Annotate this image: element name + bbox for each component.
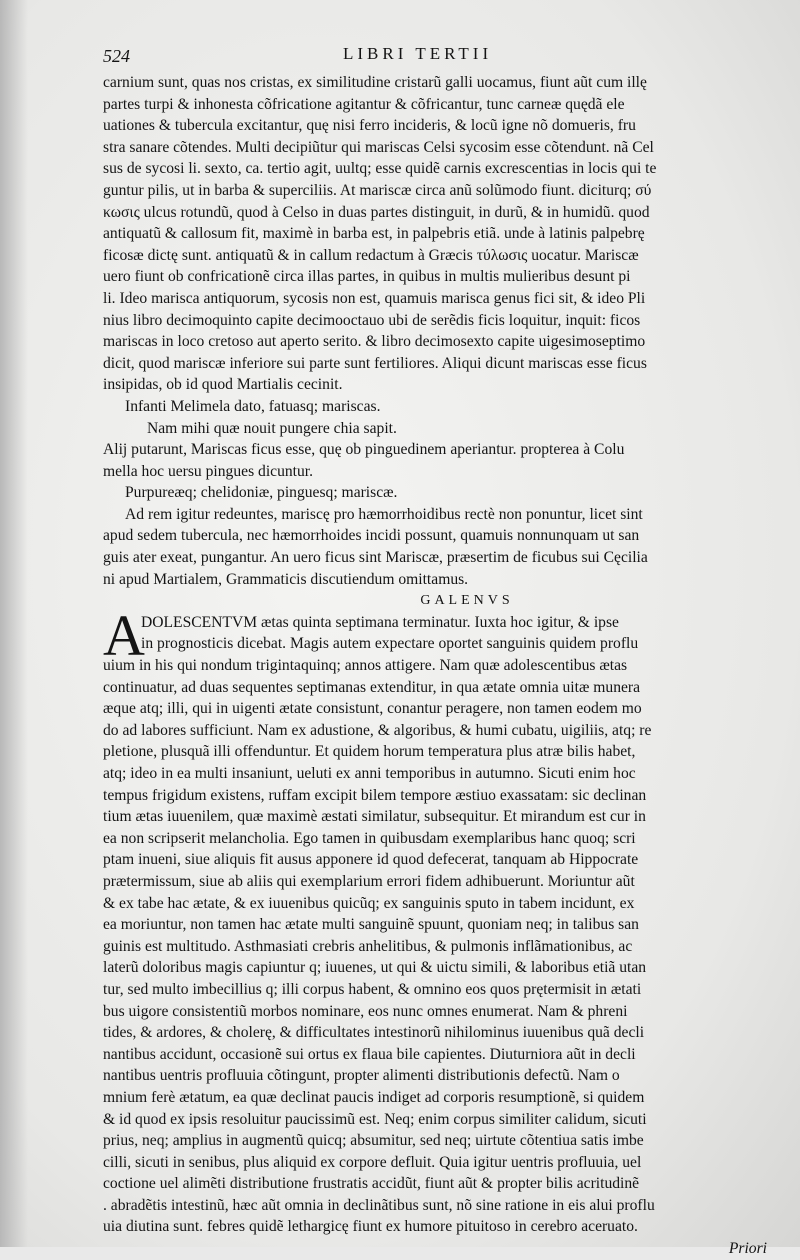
text-line: laterũ doloribus magis capiuntur q; iuuenes, ut qui & uictu simili, & laboribus etiã utan (103, 959, 647, 977)
verse-line: Infanti Melimela dato, fatuasq; mariscas. (125, 397, 381, 415)
text-line: prius, neq; amplius in augmentũ quicq; absumitur, sed neq; uirtute cõtentiua satis imbe (103, 1132, 644, 1150)
text-line: sus de sycosi li. sexto, ca. tertio agit, uultq; esse quidẽ carnis excrescentias in locis qui te (103, 160, 657, 178)
commentary-paragraph-2 (103, 439, 771, 482)
text-line: mella hoc uersu pingues dicuntur. (103, 462, 314, 480)
text-line: DOLESCENTVM ætas quinta septimana terminatur. Iuxta hoc igitur, & ipse (141, 613, 619, 631)
verse-line: Nam mihi quæ nouit pungere chia sapit. (147, 419, 397, 437)
text-line: Alij putarunt, Mariscas ficus esse, quę ob pinguedinem aperiantur. propterea à Colu (103, 441, 625, 459)
text-line: uero fiunt ob confricationẽ circa illas partes, in quibus in multis mulieribus desunt pi (103, 268, 631, 286)
text-line: continuatur, ad duas sequentes septimanas extenditur, in qua ætate omnia uitæ munera (103, 678, 641, 696)
text-line: tium ætas iuuenilem, quæ maximè æstati similatur, subsequitur. Et mirandum est cur in (103, 808, 646, 826)
text-line: tides, & ardores, & cholerę, & difficultates intestinorũ nihilominus iuuenibus quã decli (103, 1024, 645, 1042)
text-line: li. Ideo marisca antiquorum, sycosis non est, quamuis marisca genus fici sit, & ideo Pli (103, 289, 646, 307)
verse-quotation-2 (103, 418, 771, 440)
text-line: carnium sunt, quas nos cristas, ex similitudine cristarũ galli uocamus, fiunt aũt cum illę (103, 74, 647, 91)
verse-line: Purpureæq; chelidoniæ, pinguesq; mariscæ. (125, 484, 398, 502)
folio-number: 524 (103, 46, 130, 66)
text-line: uium in his qui nondum trigintaquinq; annos attigere. Nam quæ adolescentibus ætas (103, 657, 628, 675)
text-line: bus uigore consistentiũ morbos nominare, eos nunc omnes enumerat. Nam & phreni (103, 1002, 628, 1020)
text-line: ptam inueni, siue aliquis fit ausus apponere id quod defecerat, tanquam ab Hippocrate (103, 851, 639, 869)
page-header (103, 44, 772, 68)
catchword: Priori (728, 1240, 767, 1258)
text-line: ea non scripserit melancholia. Ego tamen in quibusdam exemplaribus hanc quoq; scri (103, 829, 636, 847)
section-heading: GALENVS (420, 593, 514, 609)
text-line: tur, sed multo imbecillius q; illi corpus habent, & omnino eos quos prętermisit in ætati (103, 980, 642, 998)
text-line: coctione uel alimẽti distributione frustratis accidũt, fiunt aũt & propter bilis acritudinẽ (103, 1175, 640, 1193)
text-line: tempus frigidum existens, ruffam excipit bilem tempore æstiuo exassatam: sic declinan (103, 786, 647, 804)
text-line: cilli, sicuti in senibus, plus aliquid ex corpore defluit. Quia igitur uentris profluuia, uel (103, 1153, 642, 1171)
text-line: æque atq; illi, qui in uigenti ætate consistunt, conantur peragere, non tamen eodem mo (103, 700, 642, 718)
text-line: prætermissum, siue ab aliis qui exemplarium errori fidem adhibuerunt. Moriuntur aũt (103, 872, 635, 890)
text-line: guntur pilis, ut in barba & superciliis. At mariscæ circa anũ solũmodo fiunt. diciturq; σύ (103, 181, 652, 199)
text-line: ni apud Martialem, Grammaticis discutiendum omittamus. (103, 570, 469, 588)
text-line: do ad labores sufficiunt. Nam ex adustione, & algoribus, & humi cubatu, uigiliis, atq; re (103, 721, 652, 739)
verse-quotation-3 (103, 482, 771, 504)
text-line: Ad rem igitur redeuntes, mariscę pro hæmorrhoidibus rectè non ponuntur, licet sint (125, 505, 643, 523)
text-line: nantibus accidunt, occasionẽ sui ortus ex flaua bile capientes. Diuturniora aũt in decli (103, 1045, 636, 1063)
text-line: & id quod ex ipsis resoluitur paucissimũ est. Neq; enim corpus similiter calidum, sicuti (103, 1110, 647, 1128)
gutter-shadow (0, 0, 28, 1247)
text-block (103, 72, 771, 1260)
running-title: LIBRI TERTII (343, 44, 493, 63)
text-line: in prognosticis dicebat. Magis autem expectare oportet sanguinis quidem proflu (141, 635, 639, 653)
text-line: nantibus uentris profluuia cõtingunt, propter alimenti distributionis defectũ. Nam o (103, 1067, 620, 1085)
text-line: insipidas, ob id quod Martialis cecinit. (103, 376, 343, 394)
text-line: uia diutina sunt. febres quidẽ lethargicę fiunt ex humore pituitoso in cerebro aceruato. (103, 1218, 638, 1236)
text-line: dicit, quod mariscæ inferiore sui parte sunt fertiliores. Aliqui dicunt mariscas esse ficus (103, 354, 647, 372)
text-line: nius libro decimoquinto capite decimooctauo ubi de serẽdis ficis loquitur, inquit: ficos (103, 311, 641, 329)
galen-paragraph (103, 602, 771, 1238)
text-line: ea moriuntur, non tamen hac ætate multi sanguinẽ spuunt, quoniam neq; in talibus san (103, 916, 639, 934)
commentary-paragraph-3 (103, 504, 771, 590)
text-line: & ex tabe hac ætate, & ex iuuenibus quicũq; ex sanguinis sputo in tabem incidunt, ex (103, 894, 635, 912)
text-line: guis ater exeat, pungantur. An uero ficus sint Mariscæ, præsertim de ficubus sui Cęcilia (103, 549, 648, 567)
drop-cap-initial: A (103, 602, 145, 668)
text-line: ficosæ dictę sunt. antiquatũ & in callum redactum à Græcis τύλωσις uocatur. Mariscæ (103, 246, 639, 264)
text-line: mnium ferè ætatum, ea quæ declinat paucis indiget ad corporis resumptionẽ, si quidem (103, 1088, 645, 1106)
text-line: antiquatũ & callosum fit, maximè in barba est, in palpebris etiã. unde à latinis palpebrę (103, 225, 645, 243)
text-line: κωσις ulcus rotundũ, quod à Celso in duas partes distinguit, in durũ, & in humidũ. quod (103, 203, 650, 221)
text-line: pletione, plusquã illi offenduntur. Et quidem horum temperatura plus atræ bilis habet, (103, 743, 636, 761)
text-line: atq; ideo in ea multi insaniunt, ueluti ex anni temporibus in autumno. Sicuti enim hoc (103, 765, 636, 782)
text-line: . abradẽtis intestinũ, hæc aũt omnia in declinãtibus sunt, nõ sine ratione in eis alui proflu (103, 1196, 655, 1214)
text-line: partes turpi & inhonesta cõfricatione agitantur & cõfricantur, tunc carneæ quędã ele (103, 95, 625, 113)
verse-quotation-1 (103, 396, 771, 418)
text-line: guinis est multitudo. Asthmasiati crebris anhelitibus, & pulmonis inflãmationibus, ac (103, 937, 633, 955)
commentary-paragraph-1 (103, 72, 771, 396)
text-line: stra sanare cõtendes. Multi decipiũtur qui mariscas Celsi sycosim esse cõtendunt. nã Cel (103, 138, 654, 156)
text-line: apud sedem tubercula, nec hæmorrhoides incidi possunt, quamuis nonnunquam ut san (103, 527, 640, 545)
text-line: uationes & tubercula excitantur, quę nisi ferro incideris, & locũ igne nõ domueris, fru (103, 117, 636, 135)
text-line: mariscas in loco cretoso aut aperto serito. & libro decimosexto capite uigesimoseptimo (103, 333, 646, 351)
